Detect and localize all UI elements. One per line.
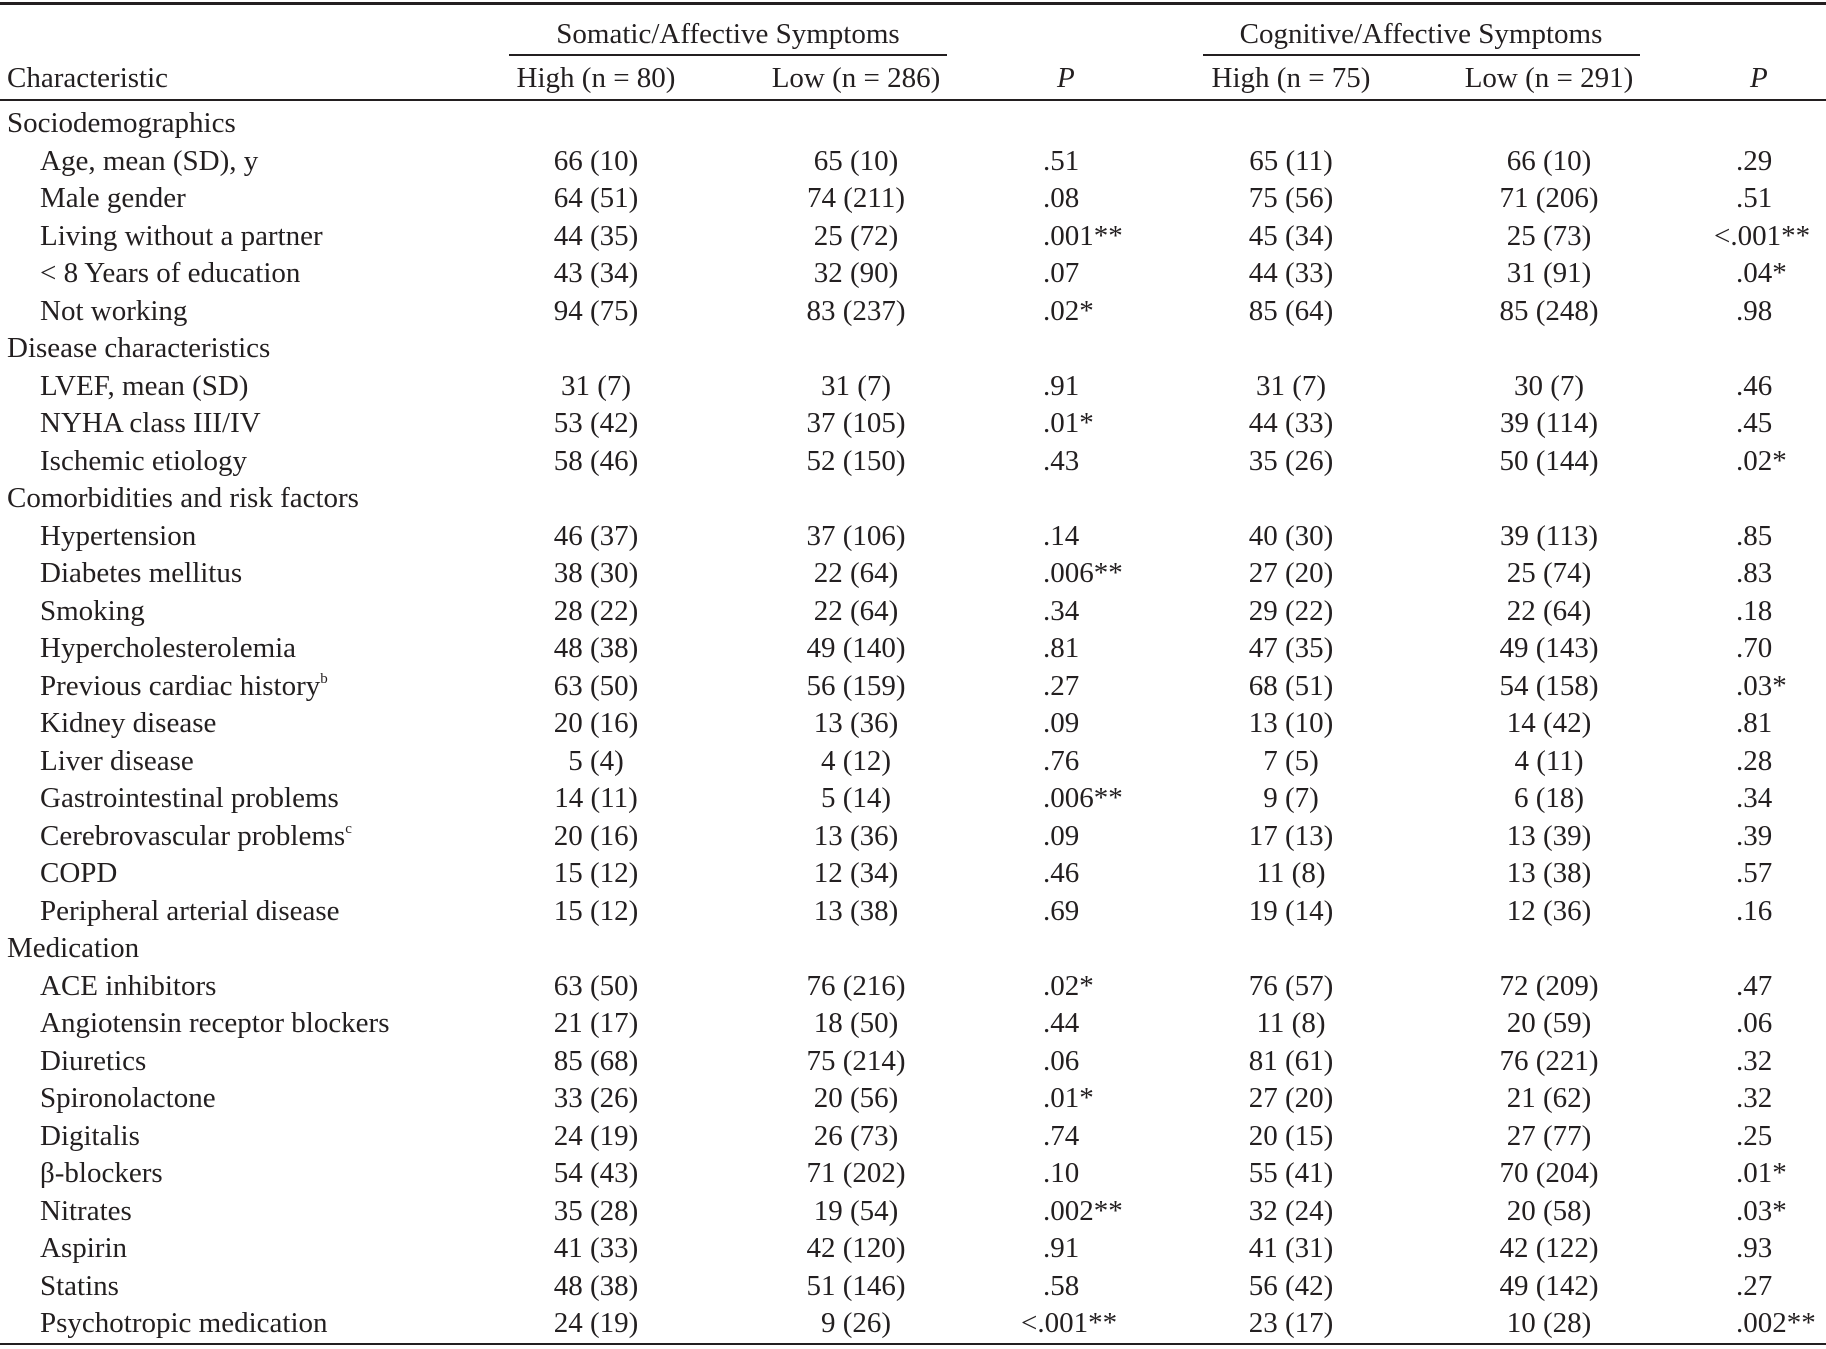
value-cell: 9 (7) — [1263, 782, 1319, 814]
value-cell: 74 (211) — [807, 182, 905, 214]
p-value-cell: .51 — [1736, 182, 1773, 214]
value-cell: 10 (28) — [1506, 1307, 1592, 1339]
row-label — [40, 405, 261, 441]
row-label — [40, 668, 328, 704]
p-value-cell: .46 — [1043, 857, 1080, 889]
value-cell: 21 (17) — [553, 1007, 639, 1039]
value-cell: 55 (41) — [1248, 1157, 1334, 1189]
row-label — [40, 180, 186, 216]
p-value-cell: .006** — [1043, 782, 1123, 814]
row-label-text: Comorbidities and risk factors — [7, 482, 359, 514]
p-value-cell: .47 — [1736, 969, 1773, 1002]
value-cell: 33 (26) — [553, 1082, 639, 1114]
p-value-cell: .98 — [1736, 294, 1773, 327]
p-value-cell: .09 — [1043, 707, 1080, 739]
value-cell: 65 (11) — [1249, 144, 1333, 177]
bottom-rule — [0, 1343, 1826, 1345]
p-value-cell: .34 — [1043, 594, 1080, 627]
value-cell: 13 (36) — [813, 819, 899, 852]
p-value-cell: <.001** — [1714, 219, 1811, 252]
p-value-cell: <.001** — [1021, 1307, 1118, 1339]
p-value-cell: .04* — [1736, 257, 1787, 289]
p-value-cell: .39 — [1736, 819, 1773, 852]
column-header-p: P — [1750, 62, 1768, 94]
row-label — [40, 780, 339, 816]
column-header: Low (n = 286) — [771, 62, 941, 94]
value-cell: 4 (12) — [820, 744, 892, 777]
value-cell: 26 (73) — [813, 1119, 899, 1152]
p-value-cell: .01* — [1736, 1157, 1787, 1189]
value-cell: 13 (36) — [813, 707, 899, 739]
row-label-text: Age, mean (SD), y — [40, 144, 259, 177]
value-cell: 81 (61) — [1248, 1044, 1334, 1077]
value-cell: 22 (64) — [813, 594, 899, 627]
footnote-marker: b — [320, 670, 328, 687]
value-cell: 22 (64) — [813, 557, 899, 589]
p-value-cell: .06 — [1043, 1044, 1080, 1077]
value-cell: 41 (31) — [1248, 1232, 1334, 1264]
value-cell: 54 (158) — [1499, 669, 1599, 702]
value-cell: 42 (122) — [1499, 1232, 1599, 1264]
row-label — [40, 1193, 132, 1229]
value-cell: 85 (68) — [553, 1044, 639, 1077]
p-value-cell: .27 — [1043, 669, 1080, 702]
row-label-text: Peripheral arterial disease — [40, 894, 340, 927]
row-label-text: Gastrointestinal problems — [40, 782, 339, 814]
value-cell: 20 (16) — [553, 707, 639, 739]
row-label-text: ACE inhibitors — [40, 969, 217, 1002]
row-label-text: Psychotropic medication — [40, 1307, 328, 1339]
top-rule — [0, 2, 1826, 5]
row-label-text: Diuretics — [40, 1044, 147, 1077]
value-cell: 12 (36) — [1506, 894, 1592, 927]
value-cell: 32 (24) — [1248, 1194, 1334, 1227]
value-cell: 71 (202) — [806, 1157, 906, 1189]
row-label — [40, 893, 340, 929]
value-cell: 14 (42) — [1506, 707, 1592, 739]
row-label-text: Living without a partner — [40, 219, 323, 252]
value-cell: 11 (8) — [1256, 857, 1326, 889]
value-cell: 20 (58) — [1506, 1194, 1592, 1227]
p-value-cell: .03* — [1736, 669, 1787, 702]
value-cell: 50 (144) — [1499, 444, 1599, 477]
p-value-cell: .91 — [1043, 1232, 1080, 1264]
value-cell: 22 (64) — [1506, 594, 1592, 627]
row-label-text: Kidney disease — [40, 707, 217, 739]
row-label-text: Not working — [40, 294, 188, 327]
p-value-cell: .57 — [1736, 857, 1773, 889]
value-cell: 37 (105) — [806, 407, 906, 439]
value-cell: 94 (75) — [553, 294, 639, 327]
section-label — [7, 105, 236, 141]
p-value-cell: .93 — [1736, 1232, 1773, 1264]
column-header: High (n = 80) — [516, 62, 676, 94]
value-cell: 44 (33) — [1248, 407, 1334, 439]
value-cell: 24 (19) — [553, 1119, 639, 1152]
value-cell: 18 (50) — [813, 1007, 899, 1039]
row-label — [40, 968, 216, 1004]
value-cell: 20 (16) — [553, 819, 639, 852]
value-cell: 83 (237) — [806, 294, 906, 327]
column-header: Low (n = 291) — [1464, 62, 1634, 94]
p-value-cell: .70 — [1736, 632, 1773, 664]
row-label — [40, 143, 258, 179]
row-label-text: NYHA class III/IV — [40, 407, 261, 439]
value-cell: 56 (159) — [806, 669, 906, 702]
row-label — [40, 443, 247, 479]
value-cell: 64 (51) — [553, 182, 639, 214]
value-cell: 44 (35) — [553, 219, 639, 252]
value-cell: 75 (56) — [1248, 182, 1334, 214]
row-label-text: Previous cardiac history — [40, 669, 321, 702]
value-cell: 49 (140) — [806, 632, 906, 664]
row-label — [40, 743, 194, 779]
value-cell: 25 (74) — [1506, 557, 1592, 589]
p-value-cell: .07 — [1043, 257, 1080, 289]
row-label-text: Statins — [40, 1269, 119, 1302]
value-cell: 24 (19) — [553, 1307, 639, 1339]
p-value-cell: .27 — [1736, 1269, 1773, 1302]
value-cell: 20 (56) — [813, 1082, 899, 1114]
group-header-somatic: Somatic/Affective Symptoms — [556, 18, 900, 50]
p-value-cell: .001** — [1043, 219, 1123, 252]
value-cell: 35 (28) — [553, 1194, 639, 1227]
p-value-cell: .81 — [1736, 707, 1773, 739]
row-label — [40, 1080, 216, 1116]
p-value-cell: .02* — [1736, 444, 1787, 477]
value-cell: 40 (30) — [1248, 519, 1334, 552]
value-cell: 13 (39) — [1506, 819, 1592, 852]
row-label — [40, 855, 117, 891]
value-cell: 17 (13) — [1248, 819, 1334, 852]
p-value-cell: .02* — [1043, 294, 1094, 327]
p-value-cell: .09 — [1043, 819, 1080, 852]
p-value-cell: .91 — [1043, 369, 1080, 402]
value-cell: 51 (146) — [806, 1269, 906, 1302]
row-label-text: Angiotensin receptor blockers — [40, 1007, 390, 1039]
value-cell: 41 (33) — [553, 1232, 639, 1264]
row-label-text: Sociodemographics — [7, 107, 236, 139]
value-cell: 27 (77) — [1506, 1119, 1592, 1152]
row-label-text: Diabetes mellitus — [40, 557, 243, 589]
value-cell: 38 (30) — [553, 557, 639, 589]
section-label — [7, 480, 359, 516]
row-label-text: β-blockers — [40, 1157, 163, 1189]
row-label-text: Digitalis — [40, 1119, 140, 1152]
value-cell: 25 (73) — [1506, 219, 1592, 252]
value-cell: 56 (42) — [1248, 1269, 1334, 1302]
row-label — [40, 368, 248, 404]
p-value-cell: .10 — [1043, 1157, 1080, 1189]
value-cell: 66 (10) — [1506, 144, 1592, 177]
value-cell: 21 (62) — [1506, 1082, 1592, 1114]
p-value-cell: .01* — [1043, 1082, 1094, 1114]
value-cell: 39 (114) — [1500, 407, 1598, 439]
p-value-cell: .46 — [1736, 369, 1773, 402]
value-cell: 48 (38) — [553, 632, 639, 664]
value-cell: 31 (7) — [560, 369, 632, 402]
value-cell: 46 (37) — [553, 519, 639, 552]
value-cell: 23 (17) — [1248, 1307, 1334, 1339]
value-cell: 14 (11) — [554, 782, 638, 814]
row-label-text: LVEF, mean (SD) — [40, 369, 249, 402]
column-header-p: P — [1057, 62, 1075, 94]
group-header-cognitive: Cognitive/Affective Symptoms — [1239, 18, 1603, 50]
p-value-cell: .29 — [1736, 144, 1773, 177]
p-value-cell: .83 — [1736, 557, 1773, 589]
value-cell: 85 (248) — [1499, 294, 1599, 327]
value-cell: 6 (18) — [1513, 782, 1585, 814]
value-cell: 44 (33) — [1248, 257, 1334, 289]
row-label-text: Hypercholesterolemia — [40, 632, 297, 664]
p-value-cell: .002** — [1043, 1194, 1123, 1227]
row-label-text: Liver disease — [40, 744, 194, 777]
value-cell: 27 (20) — [1248, 557, 1334, 589]
value-cell: 29 (22) — [1248, 594, 1334, 627]
row-label-text: Spironolactone — [40, 1082, 216, 1114]
value-cell: 70 (204) — [1499, 1157, 1599, 1189]
p-value-cell: .85 — [1736, 519, 1773, 552]
value-cell: 28 (22) — [553, 594, 639, 627]
value-cell: 9 (26) — [820, 1307, 892, 1339]
value-cell: 65 (10) — [813, 144, 899, 177]
value-cell: 37 (106) — [806, 519, 906, 552]
p-value-cell: .81 — [1043, 632, 1080, 664]
value-cell: 5 (14) — [820, 782, 892, 814]
row-label — [40, 1268, 119, 1304]
value-cell: 54 (43) — [553, 1157, 639, 1189]
row-label-text: Disease characteristics — [7, 332, 271, 364]
row-label — [40, 1005, 390, 1041]
p-value-cell: .16 — [1736, 894, 1773, 927]
row-label-text: Smoking — [40, 594, 145, 627]
value-cell: 35 (26) — [1248, 444, 1334, 477]
value-cell: 52 (150) — [806, 444, 906, 477]
group-underline-cognitive — [1203, 54, 1640, 56]
value-cell: 13 (10) — [1248, 707, 1334, 739]
value-cell: 13 (38) — [813, 894, 899, 927]
value-cell: 19 (54) — [813, 1194, 899, 1227]
p-value-cell: .08 — [1043, 182, 1080, 214]
value-cell: 31 (91) — [1506, 257, 1592, 289]
value-cell: 42 (120) — [806, 1232, 906, 1264]
section-label — [7, 330, 270, 366]
value-cell: 15 (12) — [553, 894, 639, 927]
value-cell: 58 (46) — [553, 444, 639, 477]
value-cell: 85 (64) — [1248, 294, 1334, 327]
row-label-text: Hypertension — [40, 519, 197, 552]
row-label — [40, 818, 352, 854]
value-cell: 75 (214) — [806, 1044, 906, 1077]
row-label-text: Cerebrovascular problems — [40, 819, 346, 852]
value-cell: 76 (216) — [806, 969, 906, 1002]
value-cell: 4 (11) — [1514, 744, 1584, 777]
p-value-cell: .58 — [1043, 1269, 1080, 1302]
p-value-cell: .51 — [1043, 144, 1080, 177]
value-cell: 43 (34) — [553, 257, 639, 289]
group-underline-somatic — [509, 54, 947, 56]
row-label-text: Male gender — [40, 182, 186, 214]
value-cell: 39 (113) — [1500, 519, 1598, 552]
value-cell: 68 (51) — [1248, 669, 1334, 702]
row-label — [40, 255, 300, 291]
p-value-cell: .32 — [1736, 1082, 1773, 1114]
value-cell: 11 (8) — [1256, 1007, 1326, 1039]
p-value-cell: .06 — [1736, 1007, 1773, 1039]
value-cell: 15 (12) — [553, 857, 639, 889]
value-cell: 31 (7) — [820, 369, 892, 402]
row-label — [40, 630, 296, 666]
p-value-cell: .44 — [1043, 1007, 1080, 1039]
value-cell: 30 (7) — [1513, 369, 1585, 402]
row-label — [40, 1155, 163, 1191]
value-cell: 27 (20) — [1248, 1082, 1334, 1114]
p-value-cell: .18 — [1736, 594, 1773, 627]
column-header: High (n = 75) — [1211, 62, 1371, 94]
value-cell: 48 (38) — [553, 1269, 639, 1302]
value-cell: 63 (50) — [553, 669, 639, 702]
p-value-cell: .02* — [1043, 969, 1094, 1002]
p-value-cell: .45 — [1736, 407, 1773, 439]
value-cell: 19 (14) — [1248, 894, 1334, 927]
row-label — [40, 518, 196, 554]
value-cell: 66 (10) — [553, 144, 639, 177]
row-label — [40, 593, 145, 629]
value-cell: 63 (50) — [553, 969, 639, 1002]
row-label — [40, 1305, 328, 1341]
value-cell: 47 (35) — [1248, 632, 1334, 664]
header-rule — [0, 99, 1826, 101]
value-cell: 20 (15) — [1248, 1119, 1334, 1152]
row-label-text: Medication — [7, 932, 140, 964]
p-value-cell: .006** — [1043, 557, 1123, 589]
row-label — [40, 705, 216, 741]
row-label-text: COPD — [40, 857, 118, 889]
row-label — [40, 1043, 146, 1079]
p-value-cell: .74 — [1043, 1119, 1080, 1152]
value-cell: 49 (142) — [1499, 1269, 1599, 1302]
p-value-cell: .14 — [1043, 519, 1080, 552]
p-value-cell: .25 — [1736, 1119, 1773, 1152]
value-cell: 49 (143) — [1499, 632, 1599, 664]
value-cell: 12 (34) — [813, 857, 899, 889]
value-cell: 31 (7) — [1255, 369, 1327, 402]
value-cell: 7 (5) — [1263, 744, 1319, 777]
value-cell: 45 (34) — [1248, 219, 1334, 252]
row-label — [40, 555, 242, 591]
row-label — [40, 218, 323, 254]
value-cell: 76 (57) — [1248, 969, 1334, 1002]
p-value-cell: .32 — [1736, 1044, 1773, 1077]
p-value-cell: .03* — [1736, 1194, 1787, 1227]
value-cell: 25 (72) — [813, 219, 899, 252]
value-cell: 76 (221) — [1499, 1044, 1599, 1077]
column-header-characteristic: Characteristic — [7, 62, 169, 94]
p-value-cell: .43 — [1043, 444, 1080, 477]
section-label — [7, 930, 139, 966]
p-value-cell: .76 — [1043, 744, 1080, 777]
row-label — [40, 1230, 127, 1266]
p-value-cell: .69 — [1043, 894, 1080, 927]
footnote-marker: c — [345, 820, 352, 837]
value-cell: 32 (90) — [813, 257, 899, 289]
p-value-cell: .002** — [1736, 1307, 1816, 1339]
value-cell: 20 (59) — [1506, 1007, 1592, 1039]
value-cell: 5 (4) — [568, 744, 624, 777]
row-label-text: Nitrates — [40, 1194, 132, 1227]
value-cell: 53 (42) — [553, 407, 639, 439]
p-value-cell: .28 — [1736, 744, 1773, 777]
value-cell: 71 (206) — [1499, 182, 1599, 214]
value-cell: 13 (38) — [1506, 857, 1592, 889]
row-label — [40, 1118, 140, 1154]
row-label — [40, 293, 187, 329]
p-value-cell: .34 — [1736, 782, 1773, 814]
p-value-cell: .01* — [1043, 407, 1094, 439]
row-label-text: Aspirin — [40, 1232, 127, 1264]
row-label-text: Ischemic etiology — [40, 444, 247, 477]
value-cell: 72 (209) — [1499, 969, 1599, 1002]
row-label-text: < 8 Years of education — [40, 257, 301, 289]
